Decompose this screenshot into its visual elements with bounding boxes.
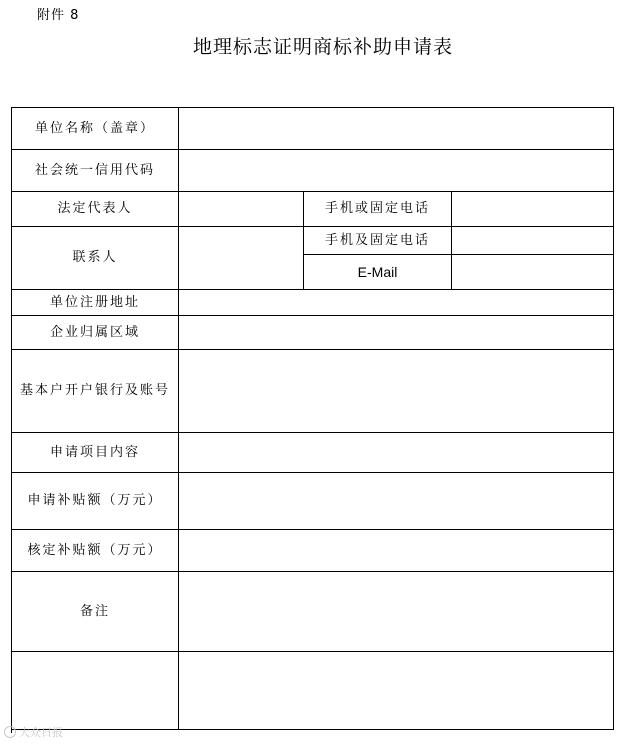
remarks-field[interactable] (179, 572, 614, 652)
unit-name-label: 单位名称（盖章） (12, 108, 179, 150)
email-label: E-Mail (304, 255, 452, 290)
attachment-label: 附件 8 (37, 8, 80, 23)
watermark-logo-icon (4, 726, 16, 738)
legal-rep-label: 法定代表人 (12, 192, 179, 227)
bank-account-label: 基本户开户银行及账号 (12, 350, 179, 433)
legal-rep-phone-label: 手机或固定电话 (304, 192, 452, 227)
project-content-label: 申请项目内容 (12, 433, 179, 473)
contact-phone-field[interactable] (452, 227, 614, 255)
bank-account-field[interactable] (179, 350, 614, 433)
credit-code-field[interactable] (179, 150, 614, 192)
registered-address-label: 单位注册地址 (12, 290, 179, 316)
subsidy-approved-field[interactable] (179, 530, 614, 572)
form-title: 地理标志证明商标补助申请表 (192, 36, 453, 58)
unit-name-field[interactable] (179, 108, 614, 150)
region-field[interactable] (179, 316, 614, 350)
subsidy-applied-field[interactable] (179, 473, 614, 530)
project-content-field[interactable] (179, 433, 614, 473)
application-form-table (11, 107, 614, 733)
watermark (4, 724, 63, 740)
email-field[interactable] (452, 255, 614, 290)
contact-person-field[interactable] (179, 227, 304, 290)
blank-label-cell (12, 652, 179, 730)
contact-phone-label: 手机及固定电话 (304, 227, 452, 255)
contact-person-label: 联系人 (12, 227, 179, 290)
subsidy-applied-label: 申请补贴额（万元） (12, 473, 179, 530)
blank-field-cell[interactable] (179, 652, 614, 730)
legal-rep-field[interactable] (179, 192, 304, 227)
watermark-text: 大众日报 (19, 726, 63, 739)
remarks-label: 备注 (12, 572, 179, 652)
subsidy-approved-label: 核定补贴额（万元） (12, 530, 179, 572)
region-label: 企业归属区域 (12, 316, 179, 350)
credit-code-label: 社会统一信用代码 (12, 150, 179, 192)
legal-rep-phone-field[interactable] (452, 192, 614, 227)
registered-address-field[interactable] (179, 290, 614, 316)
